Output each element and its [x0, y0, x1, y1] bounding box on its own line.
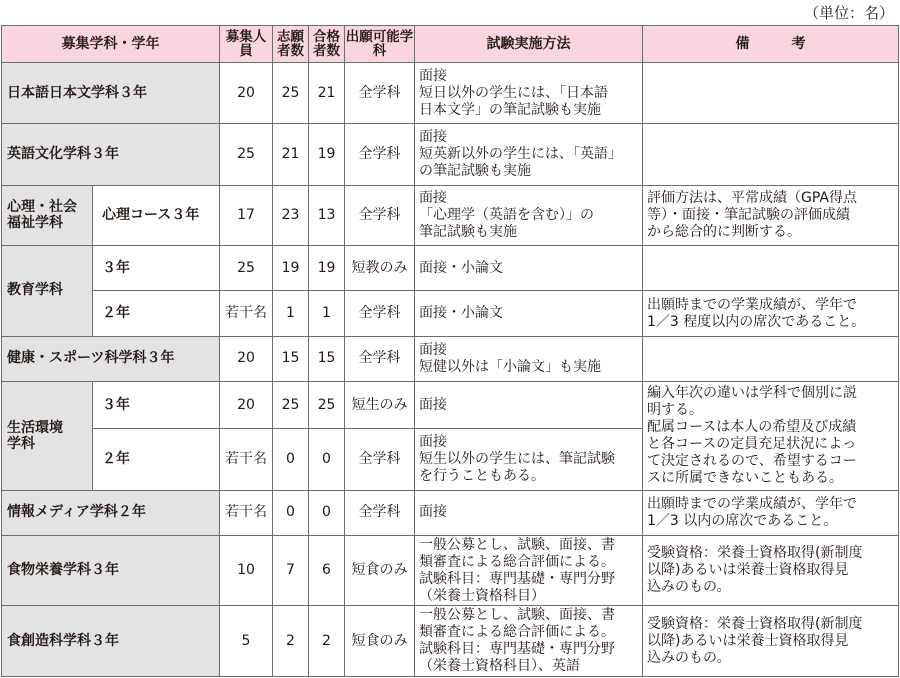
remarks-cell: 受験資格：栄養士資格取得(新制度 以降)あるいは栄養士資格取得見 込みのもの。 — [643, 606, 899, 677]
header-method: 試験実施方法 — [415, 26, 643, 63]
header-passed: 合格者数 — [309, 26, 345, 63]
eligible-cell: 全学科 — [345, 124, 415, 185]
passed-cell: 1 — [309, 291, 345, 336]
passed-cell: 0 — [309, 429, 345, 490]
dept-cell: 日本語日本文学科３年 — [2, 63, 220, 124]
applicants-cell: 7 — [273, 535, 309, 605]
passed-cell: 15 — [309, 336, 345, 381]
remarks-cell: 評価方法は、平常成績（GPA得点 等）・面接・筆記試験の評価成績 から総合的に判断する。 — [643, 185, 899, 245]
passed-cell: 0 — [309, 490, 345, 535]
remarks-cell: 編入年次の違いは学科で個別に説 明する。 配属コースは本人の希望及び成績 と各コースの定員充足状況によっ て決定されるので、希望するコー スに所属できないこともある。 — [643, 382, 899, 491]
table-row — [2, 382, 899, 429]
dept-cell: 情報メディア学科２年 — [2, 490, 220, 535]
applicants-cell: 2 — [273, 606, 309, 677]
method-cell: 面接 「心理学（英語を含む）」の 筆記試験も実施 — [415, 185, 643, 245]
header-applicants: 志願者数 — [273, 26, 309, 63]
passed-cell: 25 — [309, 382, 345, 429]
remarks-cell: 出願時までの学業成績が、学年で 1／3 以内の席次であること。 — [643, 490, 899, 535]
quota-cell: 若干名 — [220, 429, 273, 490]
table-row — [2, 124, 899, 185]
dept-cell: 教育学科 — [2, 246, 93, 337]
method-cell: 一般公募とし、試験、面接、書 類審査による総合評価による。 試験科目：専門基礎・専門分野 （栄養士資格科目） — [415, 535, 643, 605]
eligible-cell: 短教のみ — [345, 246, 415, 291]
header-eligible: 出願可能学 科 — [345, 26, 415, 63]
applicants-cell: 1 — [273, 291, 309, 336]
eligible-cell: 短食のみ — [345, 535, 415, 605]
method-cell: 面接 短日以外の学生には、「日本語 日本文学」の筆記試験も実施 — [415, 63, 643, 124]
quota-cell: 25 — [220, 124, 273, 185]
applicants-cell: 19 — [273, 246, 309, 291]
header-row — [2, 26, 899, 63]
course-cell: ２年 — [93, 429, 220, 490]
method-cell: 面接 短生以外の学生には、筆記試験 を行うこともある。 — [415, 429, 643, 490]
eligible-cell: 全学科 — [345, 185, 415, 245]
dept-cell: 健康・スポーツ科学科３年 — [2, 336, 220, 381]
quota-cell: 17 — [220, 185, 273, 245]
eligible-cell: 全学科 — [345, 291, 415, 336]
table-row — [2, 606, 899, 677]
dept-cell: 生活環境 学科 — [2, 382, 93, 491]
method-cell: 面接 短英新以外の学生には、「英語」 の筆記試験も実施 — [415, 124, 643, 185]
header-quota: 募集人員 — [220, 26, 273, 63]
eligible-cell: 全学科 — [345, 490, 415, 535]
applicants-cell: 0 — [273, 429, 309, 490]
quota-cell: 10 — [220, 535, 273, 605]
quota-cell: 若干名 — [220, 490, 273, 535]
table-row — [2, 185, 899, 245]
applicants-cell: 0 — [273, 490, 309, 535]
header-dept: 募集学科・学年 — [2, 26, 220, 63]
passed-cell: 6 — [309, 535, 345, 605]
course-cell: ３年 — [93, 246, 220, 291]
table-row — [2, 246, 899, 291]
table-row — [2, 291, 899, 336]
quota-cell: 5 — [220, 606, 273, 677]
dept-cell: 食創造科学科３年 — [2, 606, 220, 677]
remarks-cell — [643, 124, 899, 185]
passed-cell: 19 — [309, 124, 345, 185]
passed-cell: 19 — [309, 246, 345, 291]
remarks-cell — [643, 63, 899, 124]
applicants-cell: 25 — [273, 63, 309, 124]
method-cell: 面接 — [415, 490, 643, 535]
dept-cell: 食物栄養学科３年 — [2, 535, 220, 605]
table-row — [2, 63, 899, 124]
method-cell: 一般公募とし、試験、面接、書 類審査による総合評価による。 試験科目：専門基礎・専門分野 （栄養士資格科目）、英語 — [415, 606, 643, 677]
method-cell: 面接・小論文 — [415, 246, 643, 291]
dept-cell: 英語文化学科３年 — [2, 124, 220, 185]
method-cell: 面接 短健以外は「小論文」も実施 — [415, 336, 643, 381]
eligible-cell: 短生のみ — [345, 382, 415, 429]
table-row — [2, 336, 899, 381]
table-row — [2, 490, 899, 535]
admissions-table — [1, 25, 899, 677]
quota-cell: 若干名 — [220, 291, 273, 336]
passed-cell: 2 — [309, 606, 345, 677]
quota-cell: 20 — [220, 63, 273, 124]
passed-cell: 21 — [309, 63, 345, 124]
quota-cell: 20 — [220, 382, 273, 429]
applicants-cell: 25 — [273, 382, 309, 429]
course-cell: 心理コース３年 — [93, 185, 220, 245]
quota-cell: 20 — [220, 336, 273, 381]
applicants-cell: 23 — [273, 185, 309, 245]
remarks-cell: 出願時までの学業成績が、学年で 1／3 程度以内の席次であること。 — [643, 291, 899, 336]
eligible-cell: 全学科 — [345, 63, 415, 124]
method-cell: 面接・小論文 — [415, 291, 643, 336]
course-cell: ２年 — [93, 291, 220, 336]
dept-cell: 心理・社会 福祉学科 — [2, 185, 93, 245]
table-row — [2, 535, 899, 605]
header-remarks: 備 考 — [643, 26, 899, 63]
unit-label: （単位：名） — [803, 4, 894, 22]
eligible-cell: 短食のみ — [345, 606, 415, 677]
course-cell: ３年 — [93, 382, 220, 429]
remarks-cell: 受験資格：栄養士資格取得(新制度 以降)あるいは栄養士資格取得見 込みのもの。 — [643, 535, 899, 605]
quota-cell: 25 — [220, 246, 273, 291]
passed-cell: 13 — [309, 185, 345, 245]
method-cell: 面接 — [415, 382, 643, 429]
remarks-cell — [643, 336, 899, 381]
remarks-cell — [643, 246, 899, 291]
applicants-cell: 15 — [273, 336, 309, 381]
applicants-cell: 21 — [273, 124, 309, 185]
eligible-cell: 全学科 — [345, 429, 415, 490]
eligible-cell: 全学科 — [345, 336, 415, 381]
